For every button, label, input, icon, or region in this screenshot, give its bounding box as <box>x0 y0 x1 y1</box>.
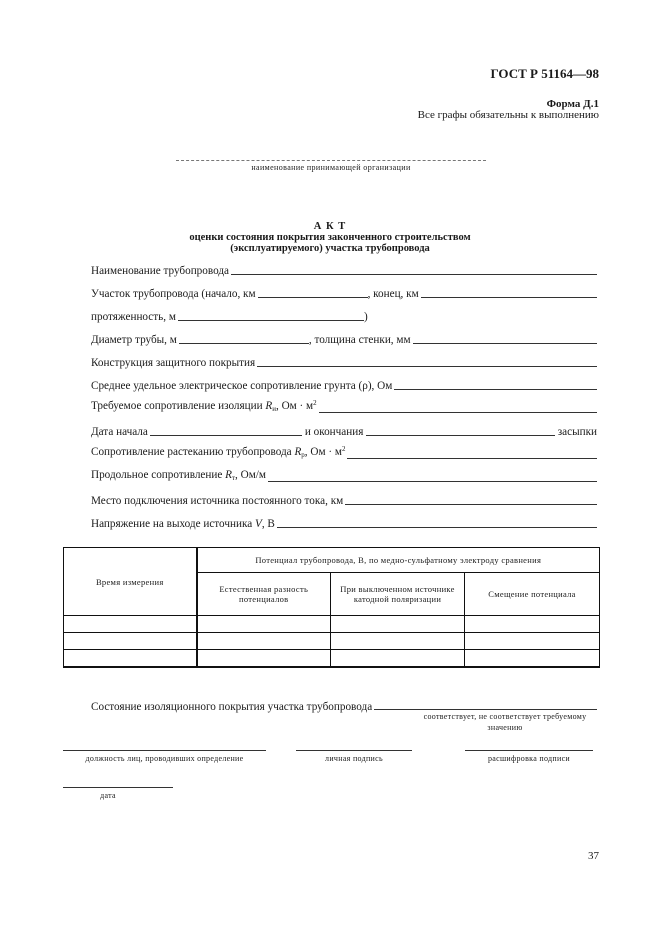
position-caption: должность лиц, проводивших определение <box>85 754 244 763</box>
required-insulation-label: Требуемое сопротивление изоляции $R_и$, Ом · $м^2$ <box>91 399 317 413</box>
table-cell[interactable] <box>331 616 465 633</box>
field-dc-source <box>91 492 597 508</box>
wall-line[interactable] <box>413 343 597 344</box>
switched-off-header: При выключенном источнике катодной поляризации <box>331 573 465 616</box>
section-end-line[interactable] <box>421 297 597 298</box>
potential-shift-header: Смещение потенциала <box>465 573 600 616</box>
time-header: Время измерения <box>64 548 197 616</box>
coating-label: Конструкция защитного покрытия <box>91 357 256 369</box>
field-pipeline-name <box>91 262 597 278</box>
table-cell[interactable] <box>64 650 197 668</box>
field-source-voltage <box>91 515 597 531</box>
length-close: ) <box>363 311 368 323</box>
longitudinal-resistance-label: Продольное сопротивление $R_т$, Ом/м <box>91 469 266 482</box>
table-cell[interactable] <box>465 633 600 650</box>
field-required-insulation <box>91 400 597 416</box>
table-cell[interactable] <box>197 633 331 650</box>
coating-state-caption: соответствует, не соответствует требуемому значению <box>423 712 587 732</box>
decoding-caption: расшифровка подписи <box>487 754 571 763</box>
length-label: протяженность, м <box>91 311 176 323</box>
soil-resistivity-label: Среднее удельное электрическое сопротивление грунта (ρ), Ом <box>91 380 393 392</box>
form-id: Форма Д.1 <box>546 98 599 110</box>
field-dates <box>91 423 597 439</box>
field-length <box>91 308 597 324</box>
page-number: 37 <box>588 850 599 862</box>
table-cell[interactable] <box>465 650 600 668</box>
end-date-label: и окончания <box>304 426 364 438</box>
table-row <box>64 650 600 668</box>
standard-number: ГОСТ Р 51164—98 <box>490 66 599 81</box>
soil-resistivity-line[interactable] <box>394 389 597 390</box>
coating-state-label: Состояние изоляционного покрытия участка трубопровода <box>91 701 373 713</box>
source-voltage-line[interactable] <box>277 527 597 528</box>
spread-resistance-label: Сопротивление растеканию трубопровода $R_p$, Ом · $м^2$ <box>91 445 346 459</box>
table-row <box>64 616 600 633</box>
section-start-label: Участок трубопровода (начало, км <box>91 288 256 300</box>
field-longitudinal-resistance <box>91 469 597 485</box>
field-spread-resistance <box>91 446 597 462</box>
backfill-label: засыпки <box>557 426 597 438</box>
coating-state-line[interactable] <box>374 709 597 710</box>
pipeline-name-label: Наименование трубопровода <box>91 265 230 277</box>
spread-resistance-line[interactable] <box>347 458 597 459</box>
table-cell[interactable] <box>331 650 465 668</box>
diameter-label: Диаметр трубы, м <box>91 334 177 346</box>
signature-line[interactable] <box>296 750 412 751</box>
section-end-label: , конец, км <box>367 288 419 300</box>
act-subtitle-line1: оценки состояния покрытия законченного строительством <box>189 232 471 243</box>
field-soil-resistivity <box>91 377 597 393</box>
table-row <box>64 633 600 650</box>
natural-potential-header: Естественная разность потенциалов <box>197 573 331 616</box>
position-line[interactable] <box>63 750 266 751</box>
diameter-line[interactable] <box>179 343 309 344</box>
organization-caption: наименование принимающей организации <box>251 163 411 172</box>
coating-line[interactable] <box>257 366 597 367</box>
table-cell[interactable] <box>64 616 197 633</box>
wall-label: , толщина стенки, мм <box>308 334 411 346</box>
longitudinal-resistance-line[interactable] <box>268 481 597 482</box>
start-date-line[interactable] <box>150 435 302 436</box>
end-date-line[interactable] <box>366 435 554 436</box>
organization-line <box>176 150 486 161</box>
dc-source-label: Место подключения источника постоянного тока, км <box>91 495 344 507</box>
table-cell[interactable] <box>331 633 465 650</box>
potential-header: Потенциал трубопровода, В, по медно-сульфатному электроду сравнения <box>197 548 600 573</box>
length-line[interactable] <box>178 320 364 321</box>
dc-source-line[interactable] <box>345 504 597 505</box>
table-cell[interactable] <box>197 650 331 668</box>
pipeline-name-line[interactable] <box>231 274 597 275</box>
date-line[interactable] <box>63 787 173 788</box>
field-section <box>91 285 597 301</box>
measurement-table <box>63 547 600 668</box>
table-cell[interactable] <box>64 633 197 650</box>
signature-caption: личная подпись <box>325 754 383 763</box>
mandatory-note: Все графы обязательны к выполнению <box>417 109 599 121</box>
act-subtitle-line2: (эксплуатируемого) участка трубопровода <box>230 243 430 254</box>
field-coating <box>91 354 597 370</box>
date-caption: дата <box>100 791 116 800</box>
table-cell[interactable] <box>197 616 331 633</box>
field-diameter <box>91 331 597 347</box>
act-title: А К Т <box>313 221 347 232</box>
section-start-line[interactable] <box>258 297 368 298</box>
required-insulation-line[interactable] <box>319 412 597 413</box>
start-date-label: Дата начала <box>91 426 148 438</box>
table-cell[interactable] <box>465 616 600 633</box>
decoding-line[interactable] <box>465 750 593 751</box>
source-voltage-label: Напряжение на выходе источника V, В <box>91 518 275 530</box>
